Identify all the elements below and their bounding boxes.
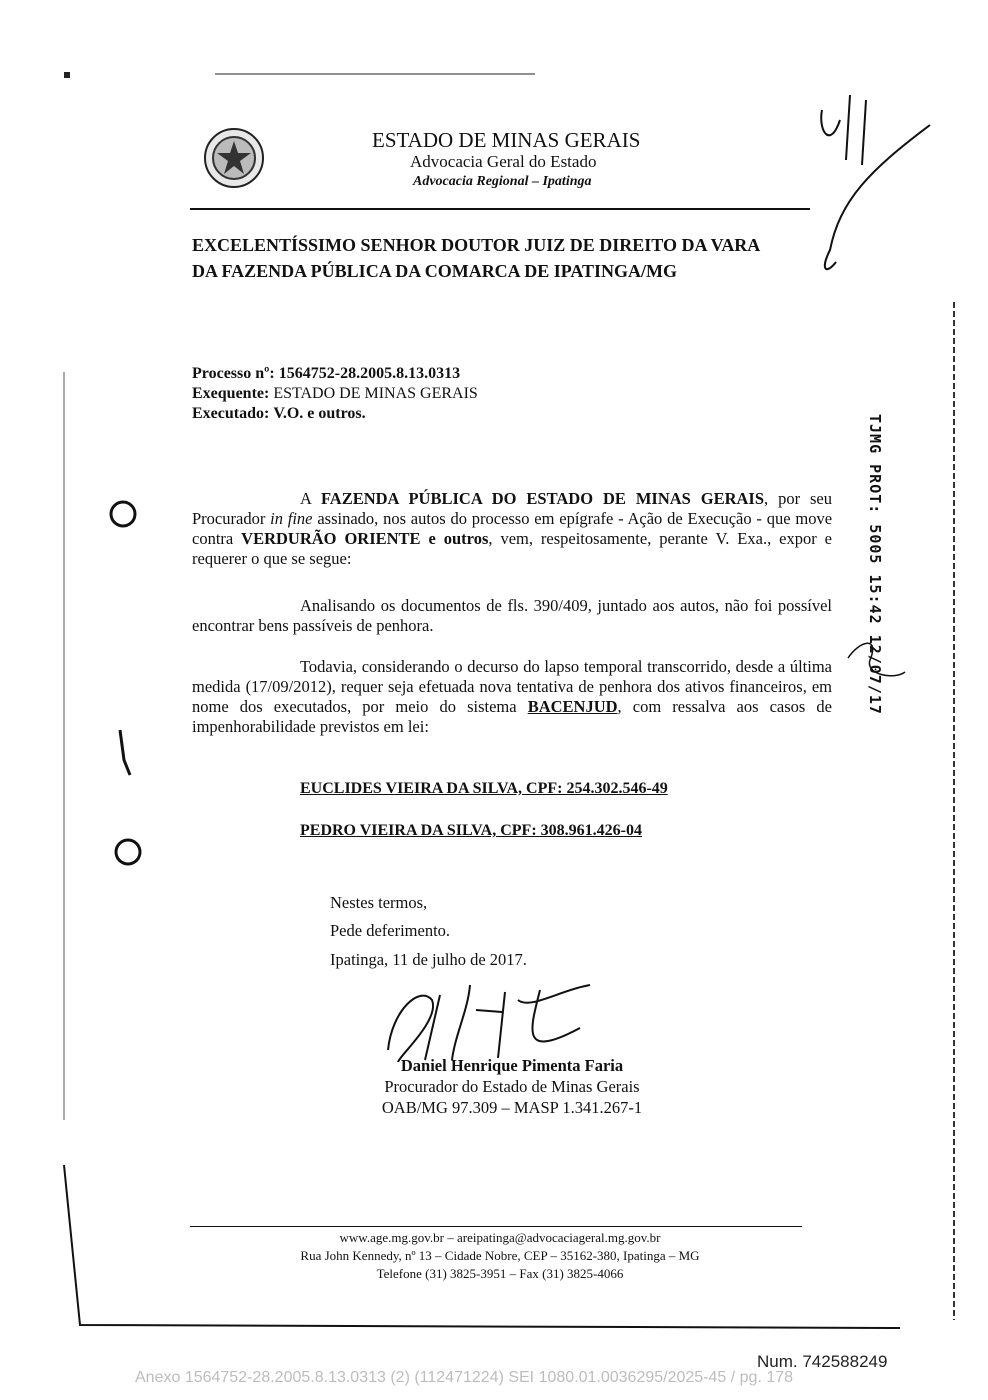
debtor-2: PEDRO VIEIRA DA SILVA, CPF: 308.961.426-04 — [300, 822, 642, 839]
protocol-stamp: TJMG PROT: 5005 15:42 12/07/17 — [866, 414, 884, 715]
process-executado: Executado: V.O. e outros. — [192, 405, 366, 422]
scan-dot — [64, 72, 70, 78]
closing-line-1: Nestes termos, — [330, 893, 428, 912]
footer-address: Rua John Kennedy, nº 13 – Cidade Nobre, CEP – 35162-380, Ipatinga – MG — [300, 1248, 700, 1263]
addressee-line-1: EXCELENTÍSSIMO SENHOR DOUTOR JUIZ DE DIREITO DA VARA — [192, 235, 761, 255]
process-exequente: Exequente: ESTADO DE MINAS GERAIS — [192, 385, 478, 402]
hole-punch-mark — [111, 502, 135, 526]
signer-title: Procurador do Estado de Minas Gerais — [384, 1077, 640, 1096]
annex-watermark: Anexo 1564752-28.2005.8.13.0313 (2) (112471224) SEI 1080.01.0036295/2025-45 / pg. 178 — [135, 1369, 794, 1386]
footer-web: www.age.mg.gov.br – areipatinga@advocaciageral.mg.gov.br — [339, 1230, 661, 1245]
signature-block — [362, 1055, 662, 1118]
header-rule — [190, 208, 810, 210]
signer-ids: OAB/MG 97.309 – MASP 1.341.267-1 — [381, 1098, 643, 1117]
closing-line-2: Pede deferimento. — [330, 921, 451, 940]
hole-punch-mark — [116, 840, 140, 864]
header-regional: Advocacia Regional – Ipatinga — [413, 174, 592, 189]
footer — [240, 1229, 760, 1283]
closing-date: Ipatinga, 11 de julho de 2017. — [330, 950, 527, 969]
ink-mark — [120, 730, 130, 775]
paragraph-3: Todavia, considerando o decurso do lapso temporal transcorrido, desde a última medida (17/09/2012), requer seja efetuada nova tentativa de penhora dos ativos financeiros, em nome dos executados, por meio do sistema BACENJUD, com ressalva aos casos de impenhorabilidade previstos em lei: — [192, 657, 833, 736]
paragraph-2: Analisando os documentos de fls. 390/409, juntado aos autos, não foi possível encontrar bens passíveis de penhora. — [192, 596, 832, 635]
addressee — [192, 232, 832, 284]
header-state: ESTADO DE MINAS GERAIS — [372, 128, 641, 152]
rubric-mark — [821, 95, 930, 269]
debtor-1: EUCLIDES VIEIRA DA SILVA, CPF: 254.302.546-49 — [300, 780, 668, 797]
paragraph-1: A FAZENDA PÚBLICA DO ESTADO DE MINAS GERAIS, por seu Procurador in fine assinado, nos autos do processo em epígrafe - Ação de Execução - que move contra VERDURÃO ORIENTE e outros, vem, respeitosamente, perante V. Exa., expor e requerer o que se segue: — [192, 489, 833, 568]
signer-name: Daniel Henrique Pimenta Faria — [400, 1056, 624, 1075]
footer-rule — [190, 1226, 802, 1227]
page-number: Num. 742588249 — [757, 1352, 888, 1371]
footer-phone: Telefone (31) 3825-3951 – Fax (31) 3825-4066 — [376, 1266, 624, 1281]
addressee-line-2: DA FAZENDA PÚBLICA DA COMARCA DE IPATINGA/MG — [192, 261, 678, 281]
process-info — [192, 364, 478, 424]
process-number: Processo nº: 1564752-28.2005.8.13.0313 — [192, 365, 461, 382]
state-coat-of-arms-icon — [203, 127, 265, 189]
signature-scribble — [388, 985, 590, 1062]
header-org: Advocacia Geral do Estado — [410, 152, 597, 171]
